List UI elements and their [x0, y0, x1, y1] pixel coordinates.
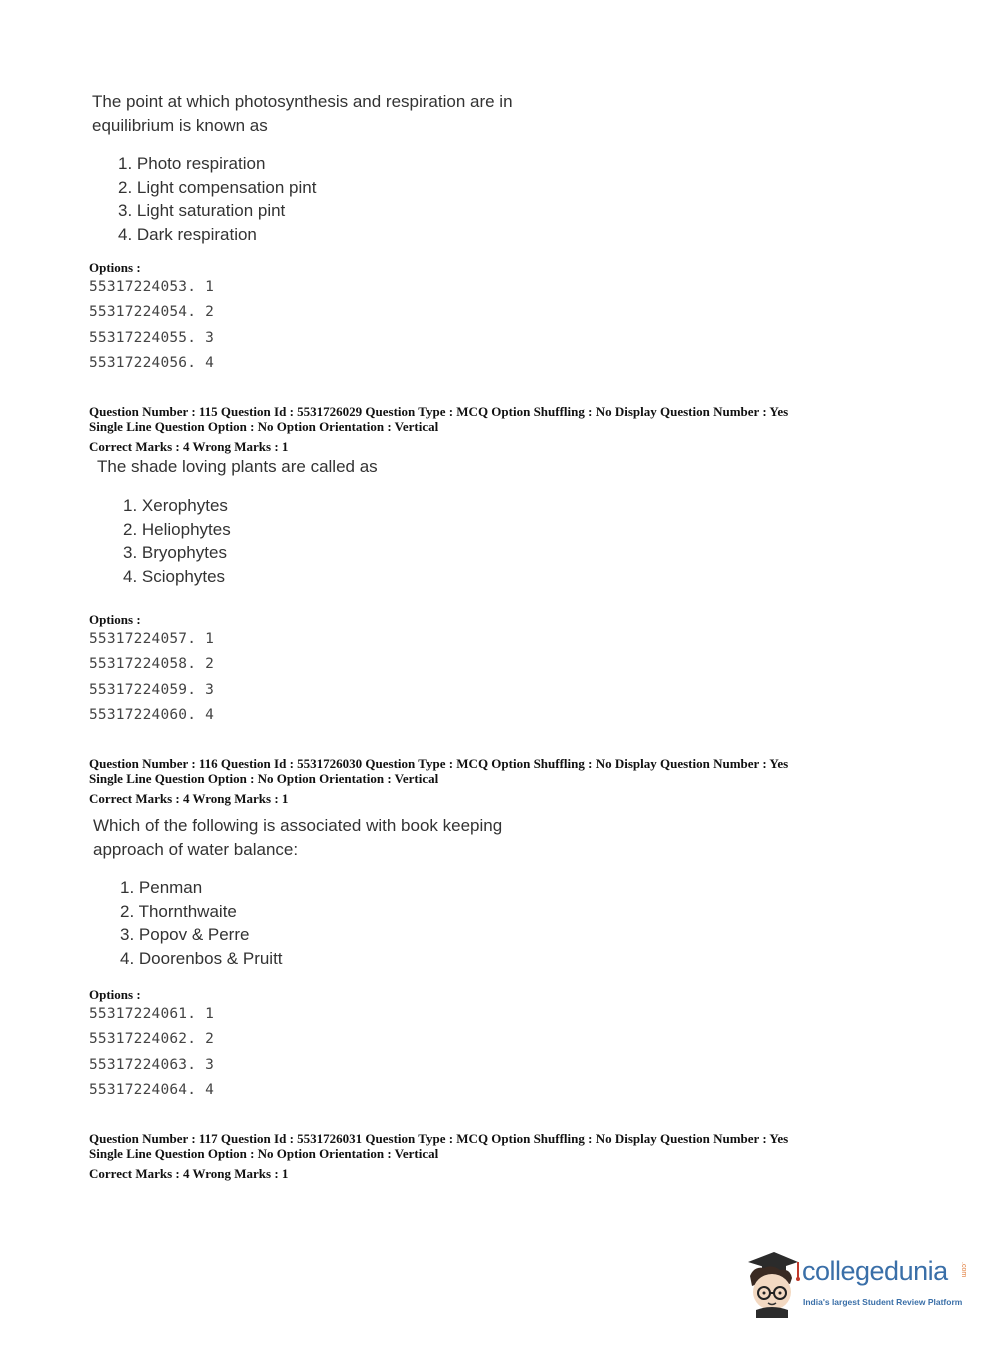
question-116-text — [93, 814, 502, 862]
brand-suffix: .com — [960, 1262, 967, 1278]
choice-item: 4. Dark respiration — [118, 224, 257, 244]
option-id: 55317224057. 1 — [89, 631, 215, 647]
choice-item: 2. Heliophytes — [123, 519, 231, 539]
option-id: 55317224060. 4 — [89, 706, 215, 723]
options-label: Options : — [89, 260, 141, 275]
option-id: 55317224054. 2 — [89, 304, 215, 321]
option-id: 55317224061. 1 — [89, 1006, 215, 1022]
choice-item: 2. Light compensation pint — [118, 177, 317, 197]
question-115-choices — [123, 494, 231, 588]
question-115-text — [97, 455, 378, 479]
question-line: The shade loving plants are called as — [97, 457, 378, 476]
options-label: Options : — [89, 612, 141, 627]
meta-line: Single Line Question Option : No Option Orientation : Vertical — [89, 771, 439, 786]
options-label: Options : — [89, 987, 141, 1002]
choice-item: 4. Sciophytes — [123, 566, 226, 586]
choice-item: 3. Popov & Perre — [120, 925, 250, 944]
meta-line: Question Number : 116 Question Id : 5531726030 Question Type : MCQ Option Shuffling : No Display Question Number : Yes — [89, 756, 789, 771]
meta-line: Single Line Question Option : No Option Orientation : Vertical — [89, 419, 439, 434]
brand-tagline: India's largest Student Review Platform — [803, 1297, 963, 1307]
choice-item: 1. Penman — [120, 878, 203, 897]
marks-line: Correct Marks : 4 Wrong Marks : 1 — [89, 439, 289, 454]
option-id: 55317224058. 2 — [89, 656, 215, 673]
option-id: 55317224062. 2 — [89, 1031, 215, 1048]
brand-name: collegedunia — [802, 1256, 948, 1286]
question-114-choices — [118, 152, 316, 246]
collegedunia-logo — [740, 1248, 970, 1318]
question-line: equilibrium is known as — [92, 116, 268, 135]
choice-item: 4. Doorenbos & Pruitt — [120, 948, 283, 968]
option-id: 55317224059. 3 — [89, 681, 215, 698]
choice-item: 3. Light saturation pint — [118, 201, 286, 220]
question-117-meta — [89, 1131, 788, 1181]
choice-item: 1. Photo respiration — [118, 154, 266, 173]
options-list — [89, 1002, 214, 1103]
question-line: The point at which photosynthesis and respiration are in — [92, 92, 513, 111]
choice-item: 1. Xerophytes — [123, 496, 228, 515]
option-id: 55317224055. 3 — [89, 329, 215, 346]
question-116-meta — [89, 756, 788, 806]
question-114-text — [92, 90, 513, 138]
option-id: 55317224063. 3 — [89, 1056, 215, 1073]
choice-item: 2. Thornthwaite — [120, 901, 237, 921]
marks-line: Correct Marks : 4 Wrong Marks : 1 — [89, 791, 289, 806]
meta-line: Question Number : 115 Question Id : 5531726029 Question Type : MCQ Option Shuffling : No Display Question Number : Yes — [89, 404, 789, 419]
meta-line: Single Line Question Option : No Option Orientation : Vertical — [89, 1146, 439, 1161]
options-list — [89, 275, 214, 376]
question-115-meta — [89, 404, 788, 454]
marks-line: Correct Marks : 4 Wrong Marks : 1 — [89, 1166, 289, 1181]
question-116-choices — [120, 876, 283, 970]
meta-line: Question Number : 117 Question Id : 5531726031 Question Type : MCQ Option Shuffling : No Display Question Number : Yes — [89, 1131, 789, 1146]
option-id: 55317224056. 4 — [89, 354, 215, 371]
choice-item: 3. Bryophytes — [123, 543, 227, 562]
option-id: 55317224053. 1 — [89, 279, 215, 295]
mascot-icon — [740, 1248, 802, 1318]
options-list — [89, 627, 214, 728]
question-line: Which of the following is associated with book keeping — [93, 816, 503, 835]
option-id: 55317224064. 4 — [89, 1081, 215, 1098]
question-line: approach of water balance: — [93, 840, 299, 859]
